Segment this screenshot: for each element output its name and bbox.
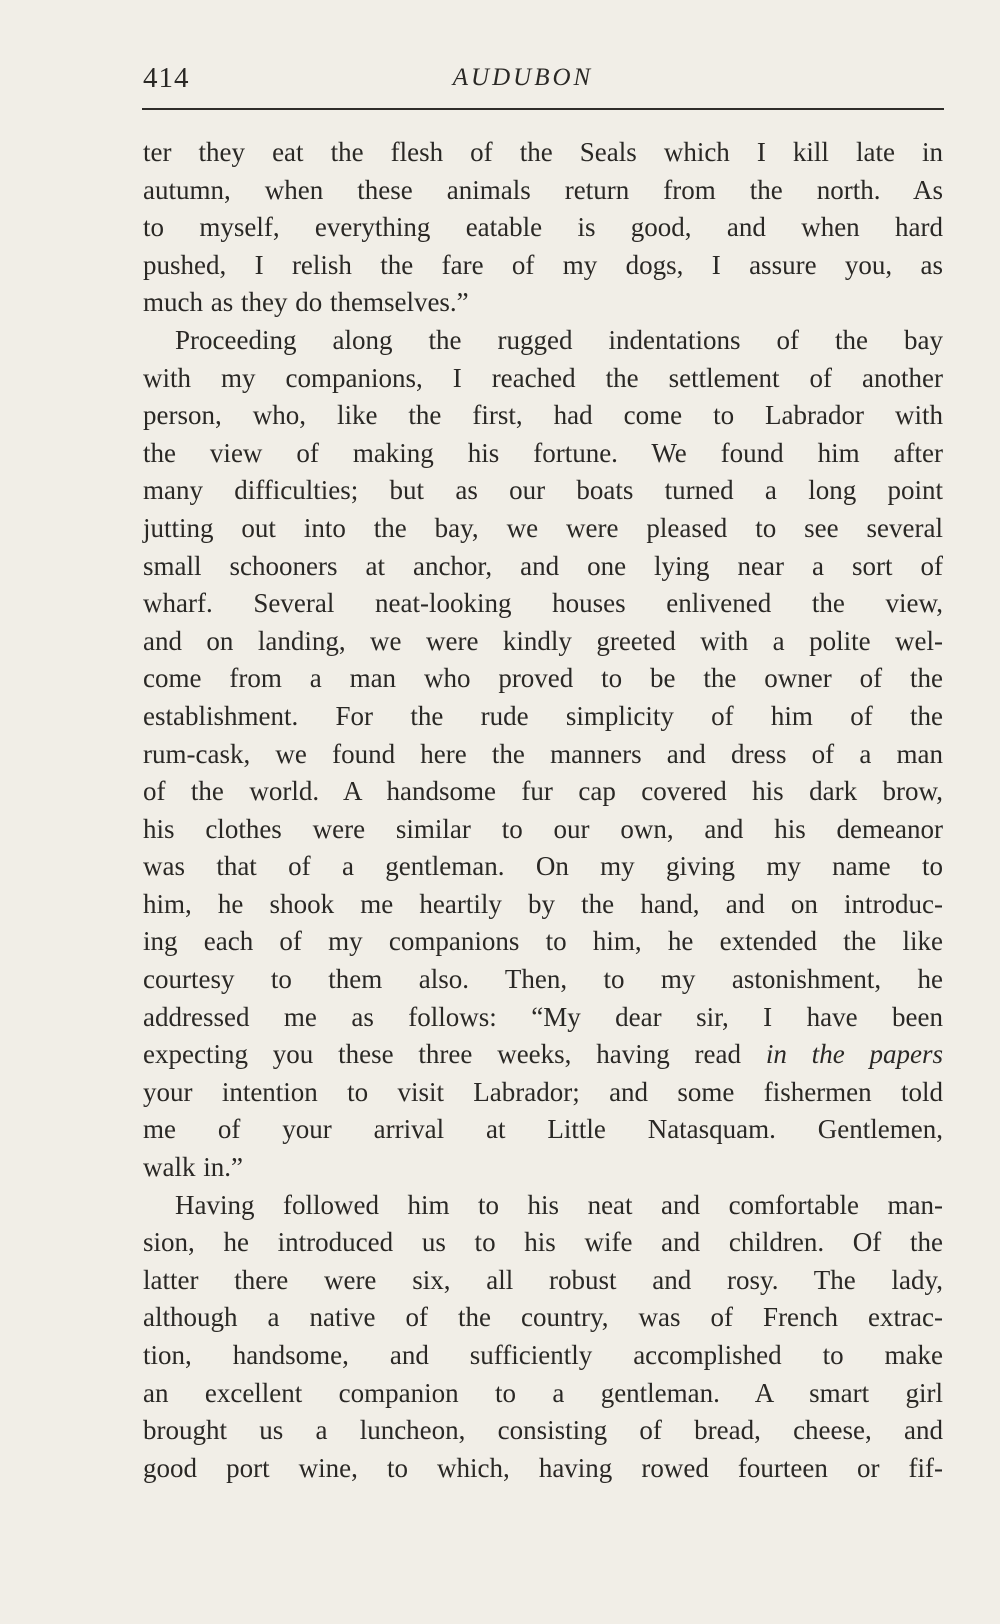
text-line: ter they eat the flesh of the Seals which I kill late in: [143, 137, 943, 167]
page-number: 414: [143, 62, 190, 94]
text-line: him, he shook me heartily by the hand, and on introduc-: [143, 888, 943, 919]
text-line: rum-cask, we found here the manners and dress of a man: [143, 738, 943, 769]
text-line: to myself, everything eatable is good, and when hard: [143, 212, 943, 243]
text-line: pushed, I relish the fare of my dogs, I assure you, as: [143, 249, 943, 280]
text-line: an excellent companion to a gentleman. A smart girl: [143, 1377, 943, 1408]
text-line: many difficulties; but as our boats turned a long point: [143, 475, 943, 506]
text-line: latter there were six, all robust and rosy. The lady,: [143, 1264, 943, 1295]
text-line: his clothes were similar to our own, and his demeanor: [143, 813, 943, 844]
text-line: jutting out into the bay, we were pleased to see several: [143, 512, 943, 543]
header-rule: [142, 108, 944, 110]
page-header: [143, 58, 943, 106]
text-line: and on landing, we were kindly greeted with a polite wel-: [143, 625, 943, 656]
text-line: was that of a gentleman. On my giving my name to: [143, 851, 943, 882]
text-line: with my companions, I reached the settlement of another: [143, 362, 943, 393]
running-head: AUDUBON: [452, 64, 594, 91]
text-line: much as they do themselves.”: [143, 287, 469, 318]
text-line: me of your arrival at Little Natasquam. Gentlemen,: [143, 1114, 943, 1145]
text-line: of the world. A handsome fur cap covered his dark brow,: [143, 776, 943, 807]
text-line: walk in.”: [143, 1152, 243, 1183]
text-line: courtesy to them also. Then, to my astonishment, he: [143, 964, 943, 995]
text-line: the view of making his fortune. We found him after: [143, 437, 943, 468]
text-line: addressed me as follows: “My dear sir, I have been: [143, 1001, 943, 1032]
body-text: [143, 134, 943, 1487]
text-line: brought us a luncheon, consisting of bread, cheese, and: [143, 1415, 943, 1446]
text-line: sion, he introduced us to his wife and children. Of the: [143, 1227, 943, 1258]
text-line: wharf. Several neat-looking houses enlivened the view,: [143, 588, 943, 619]
text-line: ing each of my companions to him, he extended the like: [143, 926, 943, 957]
text-line: small schooners at anchor, and one lying near a sort of: [143, 550, 943, 581]
text-line: tion, handsome, and sufficiently accomplished to make: [143, 1340, 943, 1370]
paragraph-start-line: Proceeding along the rugged indentations of the bay: [175, 324, 943, 355]
italic-phrase: in the papers: [765, 1039, 943, 1070]
text-line: autumn, when these animals return from the north. As: [143, 174, 943, 205]
text-line: your intention to visit Labrador; and some fishermen told: [143, 1076, 943, 1107]
text-line: good port wine, to which, having rowed fourteen or fif-: [143, 1452, 943, 1483]
text-line: person, who, like the first, had come to Labrador with: [143, 400, 943, 431]
text-line-with-italic: [143, 1036, 943, 1074]
text-line: establishment. For the rude simplicity of him of the: [143, 700, 943, 731]
text-line: come from a man who proved to be the owner of the: [143, 663, 943, 694]
text-span: expecting you these three weeks, having read: [143, 1039, 742, 1070]
text-line: although a native of the country, was of French extrac-: [143, 1302, 943, 1333]
paragraph-start-line: Having followed him to his neat and comfortable man-: [175, 1189, 943, 1220]
